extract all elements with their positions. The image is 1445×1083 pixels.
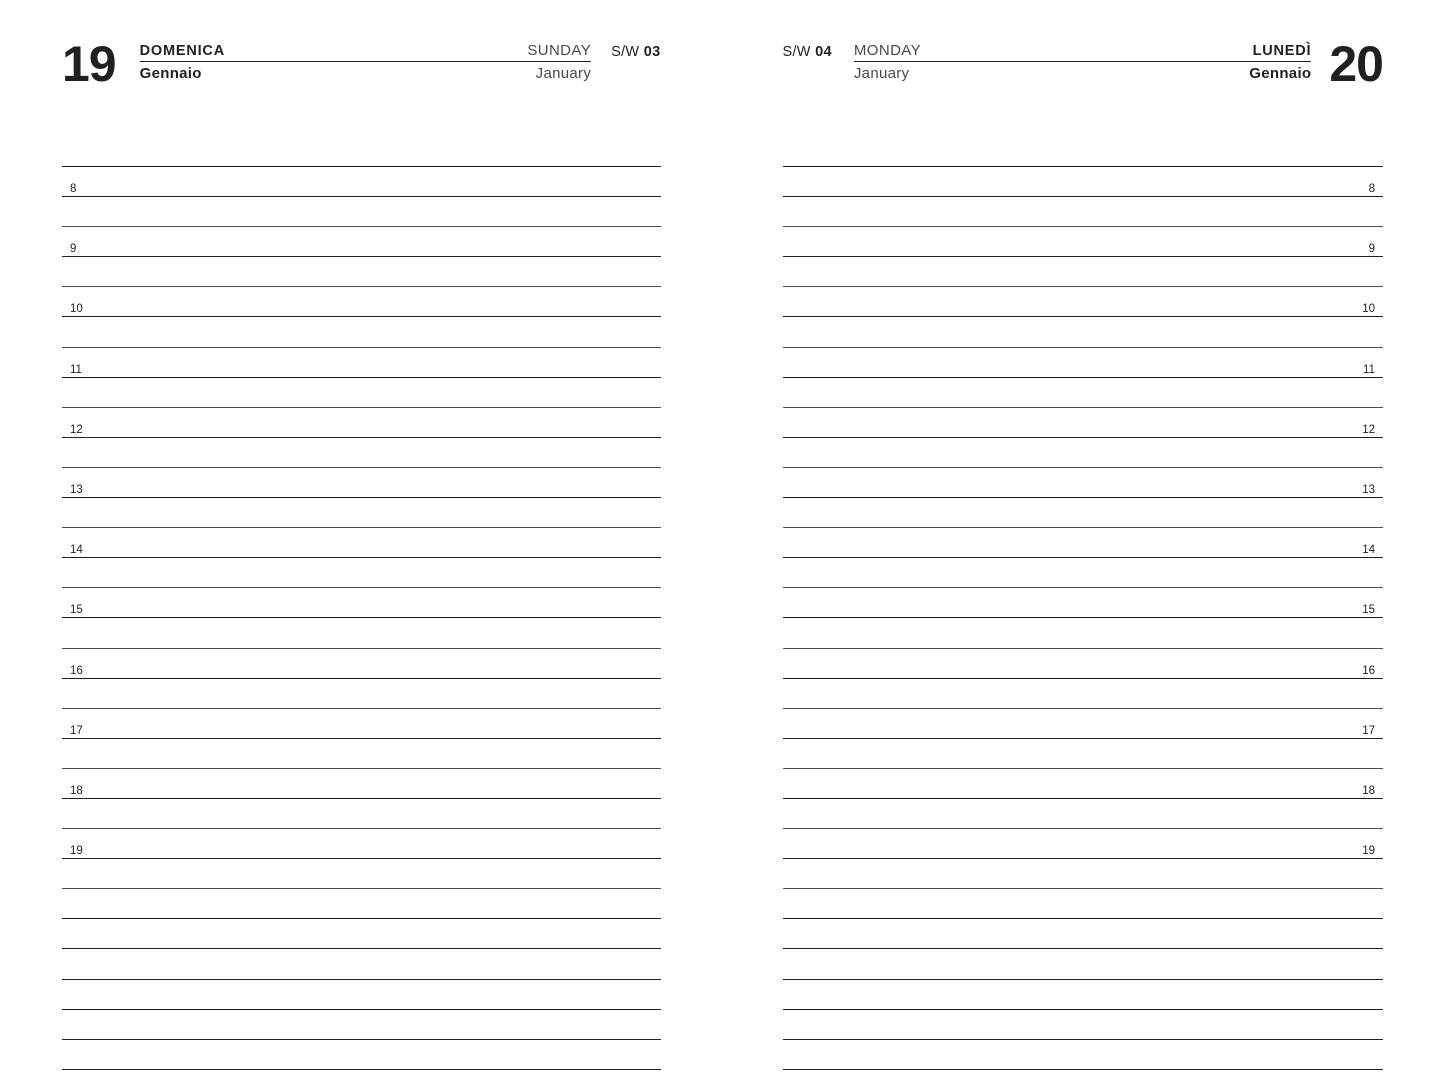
hour-label: 18 (70, 784, 83, 797)
time-row[interactable] (62, 197, 661, 227)
left-week-number: 03 (643, 44, 661, 60)
time-row[interactable] (783, 468, 1384, 498)
left-month-row (140, 62, 592, 82)
time-row[interactable] (62, 739, 661, 769)
hour-label: 14 (1362, 544, 1375, 557)
note-row[interactable] (62, 1010, 661, 1040)
time-row[interactable] (62, 498, 661, 528)
hour-label: 11 (1363, 363, 1375, 376)
left-month-italian: Gennaio (139, 65, 202, 82)
time-row[interactable] (62, 709, 661, 739)
time-row[interactable] (783, 709, 1384, 739)
time-row[interactable] (62, 528, 661, 558)
right-month-row (854, 62, 1312, 82)
time-row[interactable] (62, 588, 661, 618)
time-row[interactable] (783, 649, 1384, 679)
left-day-number: 19 (62, 36, 116, 92)
hour-label: 12 (1362, 423, 1375, 436)
hour-label: 10 (1362, 303, 1375, 316)
hour-label: 14 (70, 544, 83, 557)
time-row[interactable] (62, 859, 661, 889)
hour-label: 13 (70, 484, 83, 497)
hour-label: 15 (70, 604, 83, 617)
time-row[interactable] (783, 197, 1384, 227)
hour-label: 8 (1368, 183, 1375, 196)
right-weekday-row (854, 42, 1312, 62)
time-row[interactable] (62, 167, 661, 197)
hour-label: 16 (70, 664, 83, 677)
right-month-italian: Gennaio (1249, 65, 1312, 82)
time-row[interactable] (783, 378, 1384, 408)
note-row[interactable] (783, 949, 1384, 979)
time-row[interactable] (62, 679, 661, 709)
hour-label: 19 (1362, 845, 1375, 858)
note-row[interactable] (783, 1040, 1384, 1070)
time-row[interactable] (783, 498, 1384, 528)
time-row[interactable] (783, 528, 1384, 558)
note-row[interactable] (62, 919, 661, 949)
time-row[interactable] (783, 618, 1384, 648)
right-weekday-english: MONDAY (853, 42, 921, 59)
left-time-grid (62, 149, 661, 1070)
note-row[interactable] (783, 980, 1384, 1010)
time-row[interactable] (62, 649, 661, 679)
time-row[interactable] (783, 769, 1384, 799)
hour-label: 11 (70, 363, 82, 376)
note-row[interactable] (62, 980, 661, 1010)
right-page-header (783, 0, 1384, 110)
time-row[interactable] (62, 769, 661, 799)
hour-label: 19 (70, 845, 83, 858)
time-row[interactable] (783, 739, 1384, 769)
time-row[interactable] (783, 679, 1384, 709)
time-row[interactable] (783, 167, 1384, 197)
hour-label: 10 (70, 303, 83, 316)
hour-label: 16 (1362, 664, 1375, 677)
hour-label: 12 (70, 423, 83, 436)
rule-line (783, 1069, 1384, 1070)
time-row[interactable] (783, 257, 1384, 287)
time-row[interactable] (62, 618, 661, 648)
hour-label: 15 (1362, 604, 1375, 617)
right-week-indicator (783, 38, 832, 60)
right-weekday-italian: LUNEDÌ (1252, 43, 1312, 59)
right-week-prefix: S/W (782, 44, 811, 60)
right-week-number: 04 (815, 44, 832, 60)
time-row[interactable] (62, 799, 661, 829)
left-weekday-english: SUNDAY (527, 42, 592, 59)
note-row[interactable] (62, 889, 661, 919)
time-row[interactable] (783, 438, 1384, 468)
time-row[interactable] (783, 149, 1384, 167)
hour-label: 9 (1368, 243, 1375, 256)
time-row[interactable] (62, 317, 661, 347)
note-row[interactable] (62, 1040, 661, 1070)
left-month-english: January (535, 65, 592, 82)
note-row[interactable] (62, 949, 661, 979)
time-row[interactable] (62, 227, 661, 257)
time-row[interactable] (62, 438, 661, 468)
left-week-prefix: S/W (611, 44, 640, 60)
rule-line (62, 1069, 661, 1070)
time-row[interactable] (62, 378, 661, 408)
time-row[interactable] (783, 588, 1384, 618)
hour-label: 17 (1362, 724, 1375, 737)
right-month-english: January (853, 65, 910, 82)
time-row[interactable] (783, 317, 1384, 347)
time-row[interactable] (62, 287, 661, 317)
time-row[interactable] (62, 408, 661, 438)
left-weekday-italian: DOMENICA (139, 43, 225, 59)
left-weekday-row (140, 42, 592, 62)
hour-label: 8 (70, 183, 77, 196)
time-row[interactable] (62, 468, 661, 498)
time-row[interactable] (783, 408, 1384, 438)
left-day-names (140, 38, 592, 82)
time-row[interactable] (783, 287, 1384, 317)
time-row[interactable] (62, 257, 661, 287)
time-row[interactable] (783, 829, 1384, 859)
left-week-indicator (611, 38, 660, 60)
right-day-number: 20 (1329, 36, 1383, 92)
time-row[interactable] (783, 799, 1384, 829)
left-page-header (62, 0, 661, 110)
note-row[interactable] (783, 1010, 1384, 1040)
time-row[interactable] (783, 227, 1384, 257)
time-row[interactable] (783, 859, 1384, 889)
time-row[interactable] (62, 149, 661, 167)
hour-label: 13 (1362, 484, 1375, 497)
hour-label: 9 (70, 243, 77, 256)
note-row[interactable] (783, 889, 1384, 919)
right-day-names (854, 38, 1312, 82)
note-row[interactable] (783, 919, 1384, 949)
hour-label: 17 (70, 724, 83, 737)
time-row[interactable] (783, 348, 1384, 378)
time-row[interactable] (62, 558, 661, 588)
time-row[interactable] (62, 348, 661, 378)
hour-label: 18 (1362, 784, 1375, 797)
time-row[interactable] (783, 558, 1384, 588)
right-time-grid (783, 149, 1384, 1070)
right-page (723, 0, 1445, 1083)
time-row[interactable] (62, 829, 661, 859)
